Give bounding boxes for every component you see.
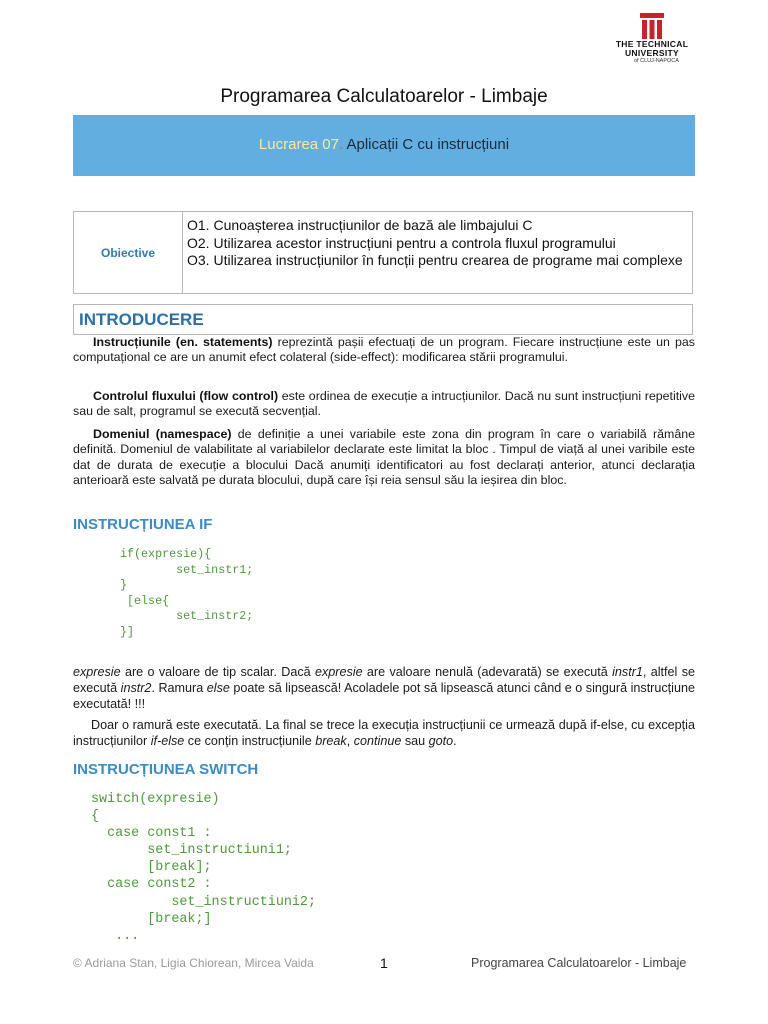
intro-heading-box [73,304,693,335]
if-paragraph-expression [73,664,695,713]
if-paragraph-execution [73,717,695,749]
paragraph-text: are valoare nenulă (adevarată) se execută [362,665,613,679]
paragraph-text: . [453,734,457,749]
paragraph-text: . Ramura [151,681,207,696]
logo-line1: THE TECHNICAL [615,39,689,49]
university-logo [604,12,700,65]
objective-item: O2. Utilizarea acestor instrucțiuni pentru a controla fluxul programului [187,234,616,251]
paragraph-text: poate să lipsească! Acoladele pot să lipsească atunci când e o singură instrucțiune executată! !!! [73,681,695,712]
intro-heading: INTRODUCERE [79,310,204,329]
switch-code-block: switch(expresie) { case const1 : set_instructiuni1; [break]; case const2 : set_instructiuni2; [break;] ... [91,792,316,944]
paragraph-text: , altfel se execută [73,665,695,696]
lab-number: Lucrarea 07 [258,136,339,153]
term-goto: goto [428,734,454,749]
objective-item: O1. Cunoașterea instrucțiunilor de bază ale limbajului C [187,217,533,233]
term-instr2: instr2 [120,681,152,696]
paragraph-text: este ordinea de execuție a intrucțiunilor. Dacă nu sunt instrucțiuni repetitive sau de salt, programul se execută secvențial. [73,389,695,419]
footer-page-number: 1 [380,955,388,971]
if-section-heading: INSTRUCȚIUNEA IF [73,516,213,533]
paragraph-text: reprezintă pașii efectuați de un program. Fiecare instrucțiune este un pas computațional ce are un anumit efect colateral (side-effect): modificarea stării programului. [73,335,695,365]
paragraph-text: , [346,734,354,749]
term-statements: Instrucțiunile (en. statements) [93,335,273,349]
term-break: break [315,734,347,749]
paragraph-text: ce conțin instrucțiunile [184,734,316,749]
logo-line3: of CLUJ-NAPOCA [634,58,679,64]
lab-banner-text [73,136,695,153]
objectives-list [187,217,686,270]
paragraph-text: sau [401,734,429,749]
lab-banner [73,115,695,176]
term-expresie: expresie [314,665,363,679]
lab-title: Aplicații C cu instrucțiuni [343,136,510,153]
intro-paragraph-statements [73,335,695,366]
logo-line2: UNIVERSITY [624,48,679,58]
lab-separator: . [338,136,344,153]
intro-paragraph-namespace [73,427,695,489]
objectives-table [73,211,693,294]
term-flow-control: Controlul fluxului (flow control) [93,389,279,403]
term-continue: continue [353,734,402,749]
document-title: Programarea Calculatoarelor - Limbaje [220,86,548,107]
term-namespace: Domeniul (namespace) [93,427,232,441]
objectives-label: Obiective [74,212,183,293]
term-instr1: instr1 [612,665,643,679]
footer-authors: © Adriana Stan, Ligia Chiorean, Mircea Vaida [73,956,314,970]
paragraph-text: Doar o ramură este executată. La final se trece la execuția instrucțiunii ce urmează după if-else, cu excepția instrucțiunilor [73,718,695,749]
university-emblem-icon [638,12,666,40]
intro-paragraph-flow-control [73,389,695,420]
paragraph-text: are o valoare de tip scalar. Dacă [120,665,315,679]
term-if-else: if-else [150,734,185,749]
paragraph-text: de definiție a unei variabile este zona din program în care o variabilă rămâne definită. Domeniul de valabilitate al variabilelor declarate este limitat la bloc . Timpul de viață al unei varibile este dat de durata de execuție a blocului Dacă anumiți identificatori au fost declarați anterior, atunci declarația anterioară este salvată pe durata blocului, după care își reia sensul său la ieșirea din bloc. [73,427,695,488]
if-code-block: if(expresie){ set_instr1; } [else{ set_instr2; }] [120,547,254,639]
term-else: else [206,681,230,696]
footer-course: Programarea Calculatoarelor - Limbaje [471,956,687,970]
switch-section-heading: INSTRUCȚIUNEA SWITCH [73,761,259,778]
objective-item: O3. Utilizarea instrucțiunilor în funcții pentru crearea de programe mai complexe [187,252,683,268]
term-expresie: expresie [73,665,121,679]
